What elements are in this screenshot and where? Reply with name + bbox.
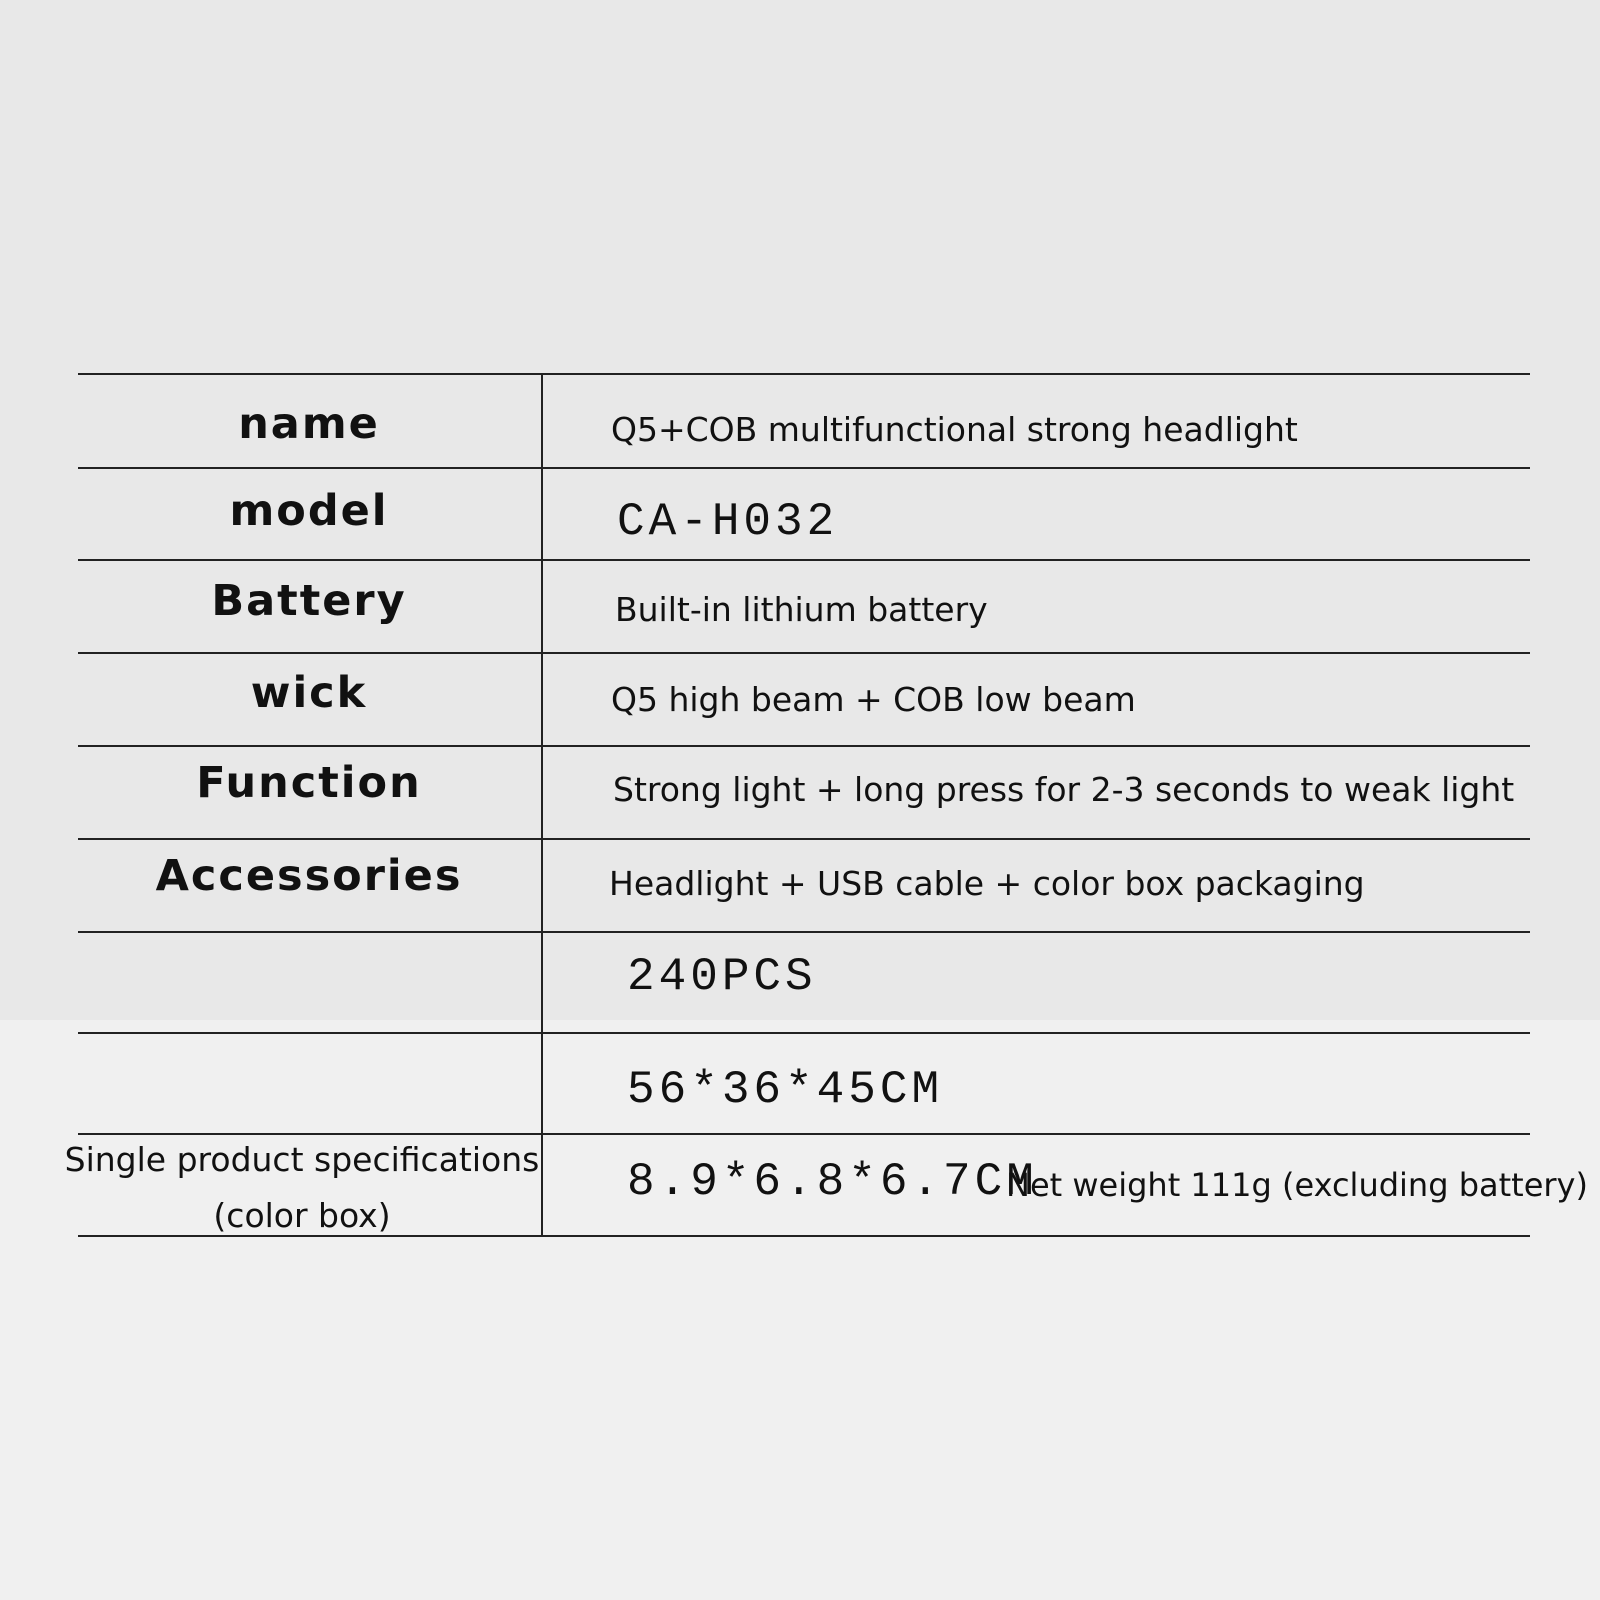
row-value-function: Strong light + long press for 2-3 seconds to weak light [613,770,1515,809]
row-label-accessories: Accessories [155,851,463,901]
row-value-quantity: 240PCS [627,951,817,1003]
row-value-model: CA-H032 [617,496,839,548]
table-rule [78,745,1530,747]
table-rule [78,559,1530,561]
row-value-name: Q5+COB multifunctional strong headlight [611,410,1298,449]
spec-label-line2: (color box) [213,1196,391,1235]
row-value-wick: Q5 high beam + COB low beam [611,680,1136,719]
table-rule [78,931,1530,933]
row-label-wick: wick [250,668,368,718]
row-label-battery: Battery [211,576,407,626]
table-rule [78,838,1530,840]
table-rule [78,652,1530,654]
row-label-model: model [229,486,389,536]
table-rule [78,1032,1530,1034]
row-value-dimensions: 8.9*6.8*6.7CM [627,1156,1038,1208]
spec-label-line1: Single product specifications [64,1140,540,1179]
row-value-net-weight: Net weight 111g (excluding battery) [1006,1166,1588,1204]
column-divider [541,373,543,1236]
row-value-battery: Built-in lithium battery [615,590,988,629]
table-rule [78,467,1530,469]
row-label-single-product-spec [62,1132,542,1244]
row-label-function: Function [196,758,422,808]
table-rule [78,373,1530,375]
row-label-name: name [238,399,380,449]
row-value-accessories: Headlight + USB cable + color box packaging [609,864,1365,903]
row-value-carton-size: 56*36*45CM [627,1064,944,1116]
